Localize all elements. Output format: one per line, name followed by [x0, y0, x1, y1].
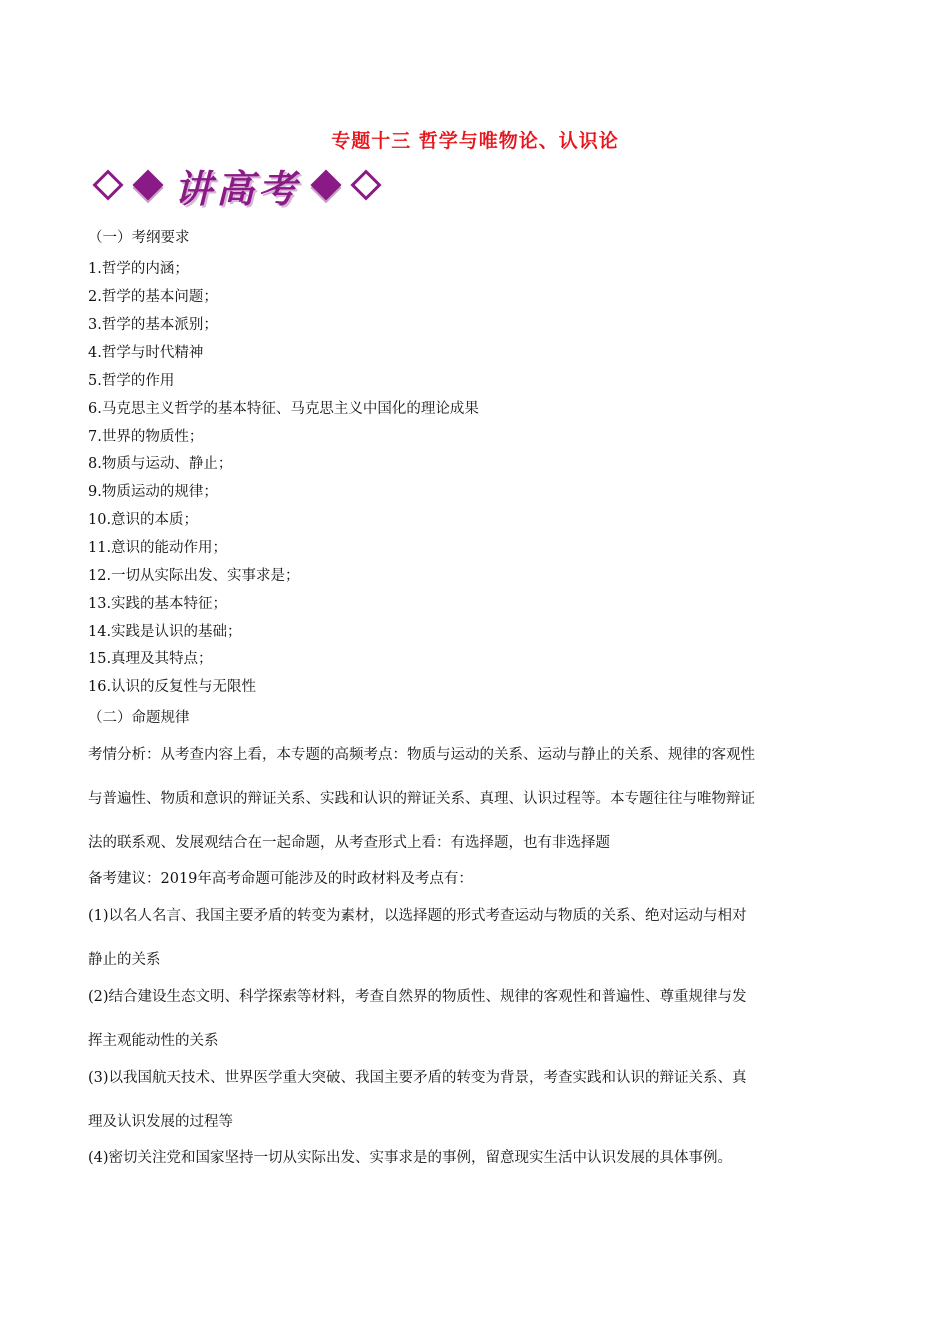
requirement-item: 2.哲学的基本问题； [88, 289, 218, 305]
requirement-item: 1.哲学的内涵； [88, 261, 189, 277]
advice-heading: 备考建议：2019年高考命题可能涉及的时政材料及考点有： [88, 871, 473, 887]
requirement-item: 11.意识的能动作用； [88, 540, 228, 556]
requirement-item: 13.实践的基本特征； [88, 596, 228, 612]
analysis-line: 考情分析：从考查内容上看，本专题的高频考点：物质与运动的关系、运动与静止的关系、规律的客观性 [88, 747, 755, 763]
diamond-filled-icon [132, 169, 163, 200]
requirement-item: 5.哲学的作用 [88, 373, 175, 389]
advice-line: 挥主观能动性的关系 [88, 1033, 219, 1049]
advice-line: (4)密切关注党和国家坚持一切从实际出发、实事求是的事例，留意现实生活中认识发展的具体事例。 [88, 1150, 733, 1166]
advice-line: (2)结合建设生态文明、科学探索等材料，考查自然界的物质性、规律的客观性和普遍性、尊重规律与发 [88, 989, 747, 1005]
requirement-item: 10.意识的本质； [88, 512, 199, 528]
requirement-item: 8.物质与运动、静止； [88, 456, 233, 472]
requirement-item: 15.真理及其特点； [88, 651, 213, 667]
advice-line: 静止的关系 [88, 952, 161, 968]
page-title: 专题十三 哲学与唯物论、认识论 [331, 130, 619, 152]
section-heading-requirements: （一）考纲要求 [88, 230, 190, 246]
banner-text: 讲高考 [174, 165, 301, 211]
requirement-item: 14.实践是认识的基础； [88, 624, 242, 640]
diamond-filled-icon [310, 169, 341, 200]
requirement-item: 3.哲学的基本派别； [88, 317, 218, 333]
requirement-item: 9.物质运动的规律； [88, 484, 218, 500]
requirement-item: 4.哲学与时代精神 [88, 345, 204, 361]
section-heading-patterns: （二）命题规律 [88, 710, 190, 726]
analysis-line: 法的联系观、发展观结合在一起命题，从考查形式上看：有选择题，也有非选择题 [88, 835, 610, 851]
advice-line: (1)以名人名言、我国主要矛盾的转变为素材，以选择题的形式考查运动与物质的关系、绝对运动与相对 [88, 908, 747, 924]
advice-line: (3)以我国航天技术、世界医学重大突破、我国主要矛盾的转变为背景，考查实践和认识的辩证关系、真 [88, 1070, 747, 1086]
requirement-item: 12.一切从实际出发、实事求是； [88, 568, 300, 584]
diamond-outline-icon [92, 169, 123, 200]
advice-line: 理及认识发展的过程等 [88, 1114, 233, 1130]
analysis-line: 与普遍性、物质和意识的辩证关系、实践和认识的辩证关系、真理、认识过程等。本专题往往与唯物辩证 [88, 791, 755, 807]
diamond-outline-icon [350, 169, 381, 200]
requirement-item: 6.马克思主义哲学的基本特征、马克思主义中国化的理论成果 [88, 401, 479, 417]
requirement-item: 7.世界的物质性； [88, 429, 204, 445]
requirement-item: 16.认识的反复性与无限性 [88, 679, 257, 695]
section-banner [88, 160, 386, 210]
